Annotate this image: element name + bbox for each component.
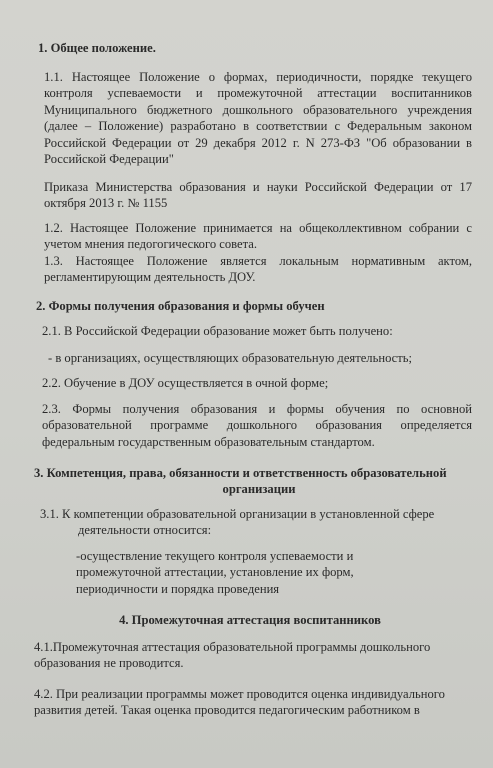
paragraph-3-1-line-2: деятельности относится: [78,523,212,537]
paragraph-2-3: 2.3. Формы получения образования и формы обучения по основной образовательной программе дошкольного образования определяется федеральным государственным образовательным стандартом. [42,402,472,449]
paragraph-3-1-line-1: 3.1. К компетенции образовательной организации в установленной сфере [40,507,435,521]
paragraph-4-2: 4.2. При реализации программы может проводится оценка индивидуального развития детей. Такая оценка проводится педагогическим работником в [34,687,445,718]
paragraph-1-1-order: Приказа Министерства образования и науки Российской Федерации от 17 октября 2013 г. № 1155 [44,180,472,211]
list-item-3-1: -осуществление текущего контроля успеваемости и промежуточной аттестации, установление их форм, периодичности и порядка проведения [76,549,354,596]
paragraph-2-1: 2.1. В Российской Федерации образование может быть получено: [42,324,393,338]
paragraph-2-2: 2.2. Обучение в ДОУ осуществляется в очной форме; [42,376,329,390]
section-3-heading-line-2: организации [222,482,296,496]
paragraph-1-2: 1.2. Настоящее Положение принимается на общеколлективном собрании с учетом мнения педогогического совета. [44,221,472,252]
paragraph-1-1: 1.1. Настоящее Положение о формах, периодичности, порядке текущего контроля успеваемости и промежуточной аттестации воспитанников Муниципального бюджетного дошкольного образовательного учреждения (далее – Положение) разработано в соответствии с Федеральным законом Российской Федерации от 29 декабря 2012 г. N 273-ФЗ "Об образовании в Российской Федерации" [44,70,472,167]
section-1-heading: 1. Общее положение. [38,41,156,55]
section-4-heading: 4. Промежуточная аттестация воспитанников [119,613,381,627]
list-item-2-1: - в организациях, осуществляющих образовательную деятельность; [48,351,413,365]
section-2-heading: 2. Формы получения образования и формы обучен [36,299,325,313]
section-3-heading-line-1: 3. Компетенция, права, обязанности и ответственность образовательной [34,466,447,480]
paragraph-1-3: 1.3. Настоящее Положение является локальным нормативным актом, регламентирующим деятельность ДОУ. [44,254,472,285]
paragraph-4-1: 4.1.Промежуточная аттестация образовательной программы дошкольного образования не проводится. [34,640,431,671]
